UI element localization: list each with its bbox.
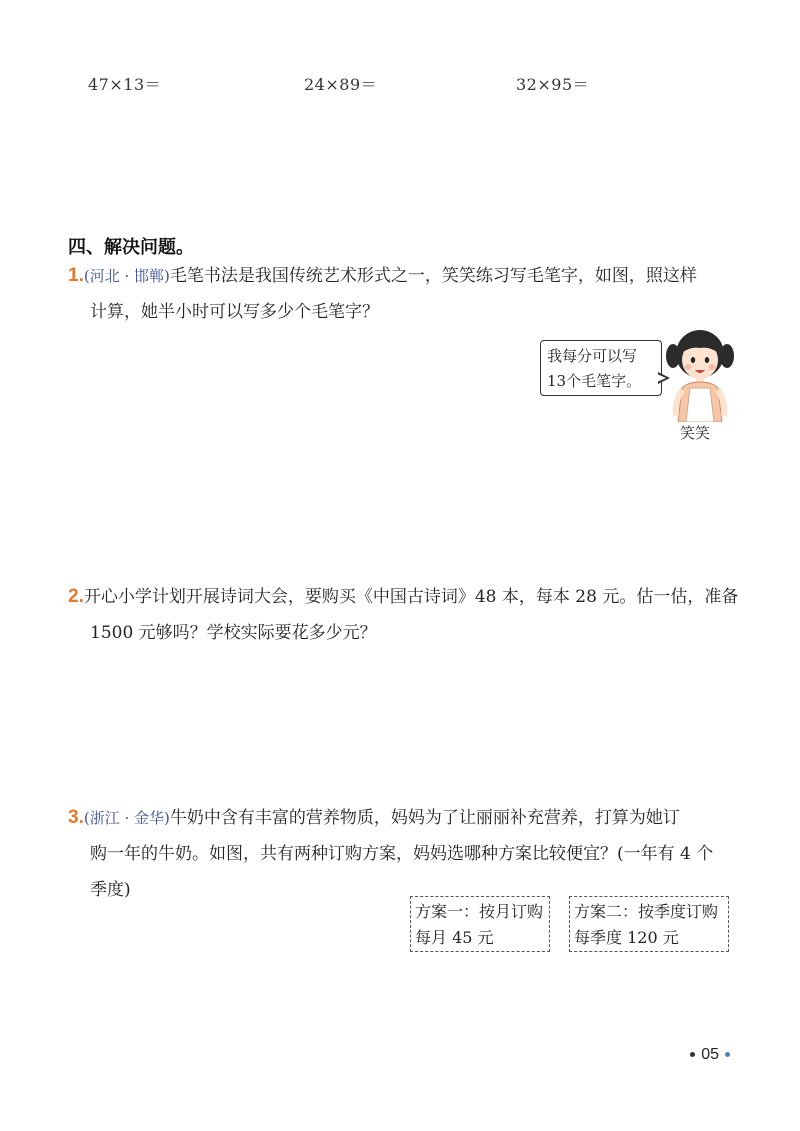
question-text: 季度) (90, 880, 131, 900)
bullet-dot-icon (690, 1052, 695, 1057)
plan-price: 每季度 120 元 (574, 928, 679, 947)
question-source: (浙江 · 金华) (83, 809, 170, 827)
question-number: 1. (68, 265, 84, 286)
girl-illustration (664, 326, 736, 422)
question-text: 毛笔书法是我国传统艺术形式之一，笑笑练习写毛笔字，如图，照这样 (169, 266, 697, 286)
question-text: 计算，她半小时可以写多少个毛笔字？ (90, 302, 379, 322)
question-2 (68, 579, 748, 651)
bubble-text: 13个毛笔字。 (547, 372, 642, 390)
question-source: (河北 · 邯郸) (83, 267, 170, 285)
question-text: 购一年的牛奶。如图，共有两种订购方案，妈妈选哪种方案比较便宜？(一年有 4 个 (90, 844, 714, 864)
plan-box-2 (569, 896, 729, 952)
section-title: 四、解决问题。 (68, 237, 194, 258)
calc-item-1: 47×13＝ (88, 75, 162, 94)
question-number: 2. (68, 586, 84, 607)
calc-item-3: 32×95＝ (516, 75, 590, 94)
calc-item-2: 24×89＝ (304, 75, 378, 94)
page-number (690, 1046, 730, 1064)
question-text: 牛奶中含有丰富的营养物质，妈妈为了让丽丽补充营养，打算为她订 (169, 808, 680, 828)
question-3 (68, 800, 748, 908)
bullet-dot-icon (725, 1052, 730, 1057)
plan-box-1 (410, 896, 550, 952)
question-1 (68, 258, 748, 330)
page-number-text: 05 (701, 1046, 719, 1063)
plan-price: 每月 45 元 (415, 928, 494, 947)
plan-title: 方案一：按月订购 (415, 902, 544, 921)
character-name: 笑笑 (680, 424, 711, 442)
question-text: 1500 元够吗？学校实际要花多少元？ (90, 623, 377, 643)
bubble-text: 我每分可以写 (547, 347, 638, 365)
question-text: 开心小学计划开展诗词大会，要购买《中国古诗词》48 本，每本 28 元。估一估，准备 (83, 587, 739, 607)
plan-title: 方案二：按季度订购 (574, 902, 719, 921)
speech-bubble (540, 340, 662, 396)
question-number: 3. (68, 807, 84, 828)
